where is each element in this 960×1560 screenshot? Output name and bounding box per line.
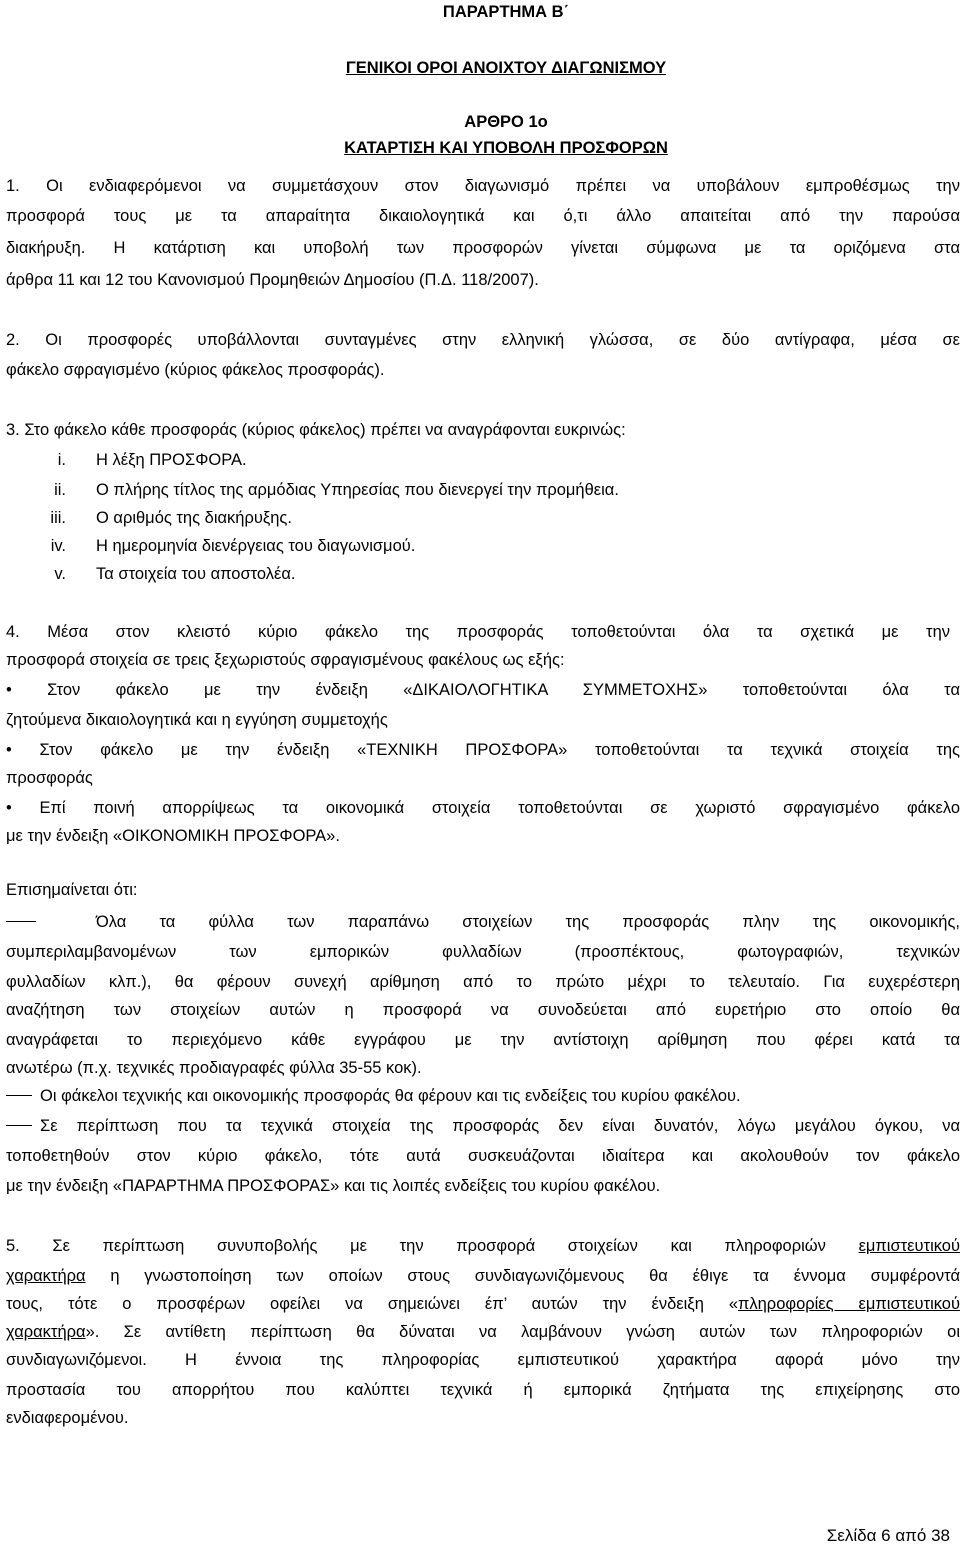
bullet-line: • Στον φάκελο με την ένδειξη «ΔΙΚΑΙΟΛΟΓΗΤΙΚΑ ΣΥΜΜΕΤΟΧΗΣ» τοποθετούνται όλα τα <box>6 681 960 699</box>
document-title: ΓΕΝΙΚΟΙ ΟΡΟΙ ΑΝΟΙΧΤΟΥ ΔΙΑΓΩΝΙΣΜΟΥ <box>345 59 667 77</box>
paragraph-5-line <box>6 1236 960 1256</box>
notes-line-text: Οι φάκελοι τεχνικής και οικονομικής προσφοράς θα φέρουν και τις ενδείξεις του κυρίου φακέλου. <box>40 1087 741 1105</box>
dash-icon <box>6 1095 32 1096</box>
paragraph-5-line <box>6 1294 960 1314</box>
paragraph-5-line: ενδιαφερομένου. <box>6 1409 129 1427</box>
bullet-line: • Επί ποινή απορρίψεως τα οικονομικά στοιχεία τοποθετούνται σε χωριστό σφραγισμένο φάκελο <box>6 799 960 817</box>
list-item-text: Η λέξη ΠΡΟΣΦΟΡΑ. <box>96 451 247 469</box>
p5-text: τους, τότε ο προσφέρων οφείλει να σημειώνει έπ’ αυτών την ένδειξη « <box>6 1295 738 1313</box>
paragraph-5-line <box>6 1322 960 1342</box>
notes-line-text: Όλα τα φύλλα των παραπάνω στοιχείων της προσφοράς πλην της οικονομικής, <box>96 913 960 931</box>
notes-heading: Επισημαίνεται ότι: <box>6 881 138 899</box>
paragraph-2-line: 2. Οι προσφορές υποβάλλονται συνταγμένες στην ελληνική γλώσσα, σε δύο αντίγραφα, μέσα σε <box>6 331 960 349</box>
list-item-text: Τα στοιχεία του αποστολέα. <box>96 565 296 583</box>
p5-text: ». Σε αντίθετη περίπτωση θα δύναται να λαμβάνουν γνώση αυτών των πληροφοριών οι <box>85 1323 960 1341</box>
paragraph-5-line <box>6 1266 960 1286</box>
notes-line: ανωτέρω (π.χ. τεχνικές προδιαγραφές φύλλα 35-55 κοκ). <box>6 1059 422 1077</box>
p5-underlined: πληροφορίες εμπιστευτικού <box>738 1295 960 1313</box>
p5-underlined: χαρακτήρα <box>6 1267 86 1285</box>
notes-line <box>6 1116 960 1136</box>
list-item-number: iii. <box>50 509 66 527</box>
dash-icon <box>6 1125 32 1126</box>
paragraph-1-line: 1. Οι ενδιαφερόμενοι να συμμετάσχουν στον διαγωνισμό πρέπει να υποβάλουν εμπροθέσμως την <box>6 177 960 195</box>
notes-line: με την ένδειξη «ΠΑΡΑΡΤΗΜΑ ΠΡΟΣΦΟΡΑΣ» και τις λοιπές ενδείξεις του κυρίου φακέλου. <box>6 1177 661 1195</box>
bullet-line: • Στον φάκελο με την ένδειξη «ΤΕΧΝΙΚΗ ΠΡΟΣΦΟΡΑ» τοποθετούνται τα τεχνικά στοιχεία της <box>6 741 960 759</box>
dash-icon <box>6 921 36 922</box>
notes-line: αναγράφεται το περιεχόμενο κάθε εγγράφου με την αντίστοιχη αρίθμηση που φέρει κατά τα <box>6 1031 960 1049</box>
paragraph-1-line: διακήρυξη. Η κατάρτιση και υποβολή των προσφορών γίνεται σύμφωνα με τα οριζόμενα στα <box>6 239 960 257</box>
paragraph-5-line: προστασία του απορρήτου που καλύπτει τεχνικά ή εμπορικά ζητήματα της επιχείρησης στο <box>6 1381 960 1399</box>
page-number: Σελίδα 6 από 38 <box>826 1526 950 1545</box>
notes-line-text: Σε περίπτωση που τα τεχνικά στοιχεία της προσφοράς δεν είναι δυνατόν, λόγω μεγάλου όγκου, να <box>40 1117 960 1135</box>
p5-underlined: χαρακτήρα <box>6 1323 86 1341</box>
annex-heading: ΠΑΡΑΡΤΗΜΑ Β΄ <box>442 3 570 21</box>
list-item-text: Ο πλήρης τίτλος της αρμόδιας Υπηρεσίας που διενεργεί την προμήθεια. <box>96 481 619 499</box>
paragraph-1-line: άρθρα 11 και 12 του Κανονισμού Προμηθειών Δημοσίου (Π.Δ. 118/2007). <box>6 271 539 289</box>
paragraph-5-line: συνδιαγωνιζόμενοι. Η έννοια της πληροφορίας εμπιστευτικού χαρακτήρα αφορά μόνο την <box>6 1351 960 1369</box>
list-item-number: v. <box>54 565 66 583</box>
notes-line: συμπεριλαμβανομένων των εμπορικών φυλλαδίων (προσπέκτους, φωτογραφιών, τεχνικών <box>6 943 960 961</box>
paragraph-4-line: προσφορά στοιχεία σε τρεις ξεχωριστούς σφραγισμένους φακέλους ως εξής: <box>6 651 565 669</box>
list-item-number: iv. <box>50 537 66 555</box>
list-item-number: i. <box>57 451 66 469</box>
p5-underlined: εμπιστευτικού <box>858 1237 960 1255</box>
paragraph-2-line: φάκελο σφραγισμένο (κύριος φάκελος προσφοράς). <box>6 361 385 379</box>
bullet-line: ζητούμενα δικαιολογητικά και η εγγύηση συμμετοχής <box>6 711 388 729</box>
bullet-line: προσφοράς <box>6 769 93 787</box>
article-title: ΚΑΤΑΡΤΙΣΗ ΚΑΙ ΥΠΟΒΟΛΗ ΠΡΟΣΦΟΡΩΝ <box>344 139 668 157</box>
paragraph-4-line: 4. Μέσα στον κλειστό κύριο φάκελο της προσφοράς τοποθετούνται όλα τα σχετικά με την <box>6 623 950 641</box>
paragraph-1-line: προσφορά τους με τα απαραίτητα δικαιολογητικά και ό,τι άλλο απαιτείται από την παρούσα <box>6 207 960 225</box>
notes-line: αναζήτηση των στοιχείων αυτών η προσφορά να συνοδεύεται από ευρετήριο στο οποίο θα <box>6 1001 960 1019</box>
paragraph-3-intro: 3. Στο φάκελο κάθε προσφοράς (κύριος φάκελος) πρέπει να αναγράφονται ευκρινώς: <box>6 421 626 439</box>
list-item-number: ii. <box>54 481 66 499</box>
notes-line: φυλλαδίων κλπ.), θα φέρουν συνεχή αρίθμηση από το πρώτο μέχρι το τελευταίο. Για ευχερέστερη <box>6 973 960 991</box>
p5-text: 5. Σε περίπτωση συνυποβολής με την προσφορά στοιχείων και πληροφοριών <box>6 1237 859 1255</box>
notes-line <box>6 912 960 932</box>
list-item-text: Ο αριθμός της διακήρυξης. <box>96 509 292 527</box>
p5-text: η γνωστοποίηση των οποίων στους συνδιαγωνιζόμενους θα έθιγε τα έννομα συμφέροντά <box>85 1267 960 1285</box>
notes-line <box>6 1086 741 1106</box>
notes-line: τοποθετηθούν στον κύριο φάκελο, τότε αυτά συσκευάζονται ιδιαίτερα και ακολουθούν τον φάκελο <box>6 1147 960 1165</box>
article-number: ΑΡΘΡΟ 1ο <box>464 113 548 131</box>
list-item-text: Η ημερομηνία διενέργειας του διαγωνισμού. <box>96 537 416 555</box>
bullet-line: με την ένδειξη «ΟΙΚΟΝΟΜΙΚΗ ΠΡΟΣΦΟΡΑ». <box>6 827 340 845</box>
